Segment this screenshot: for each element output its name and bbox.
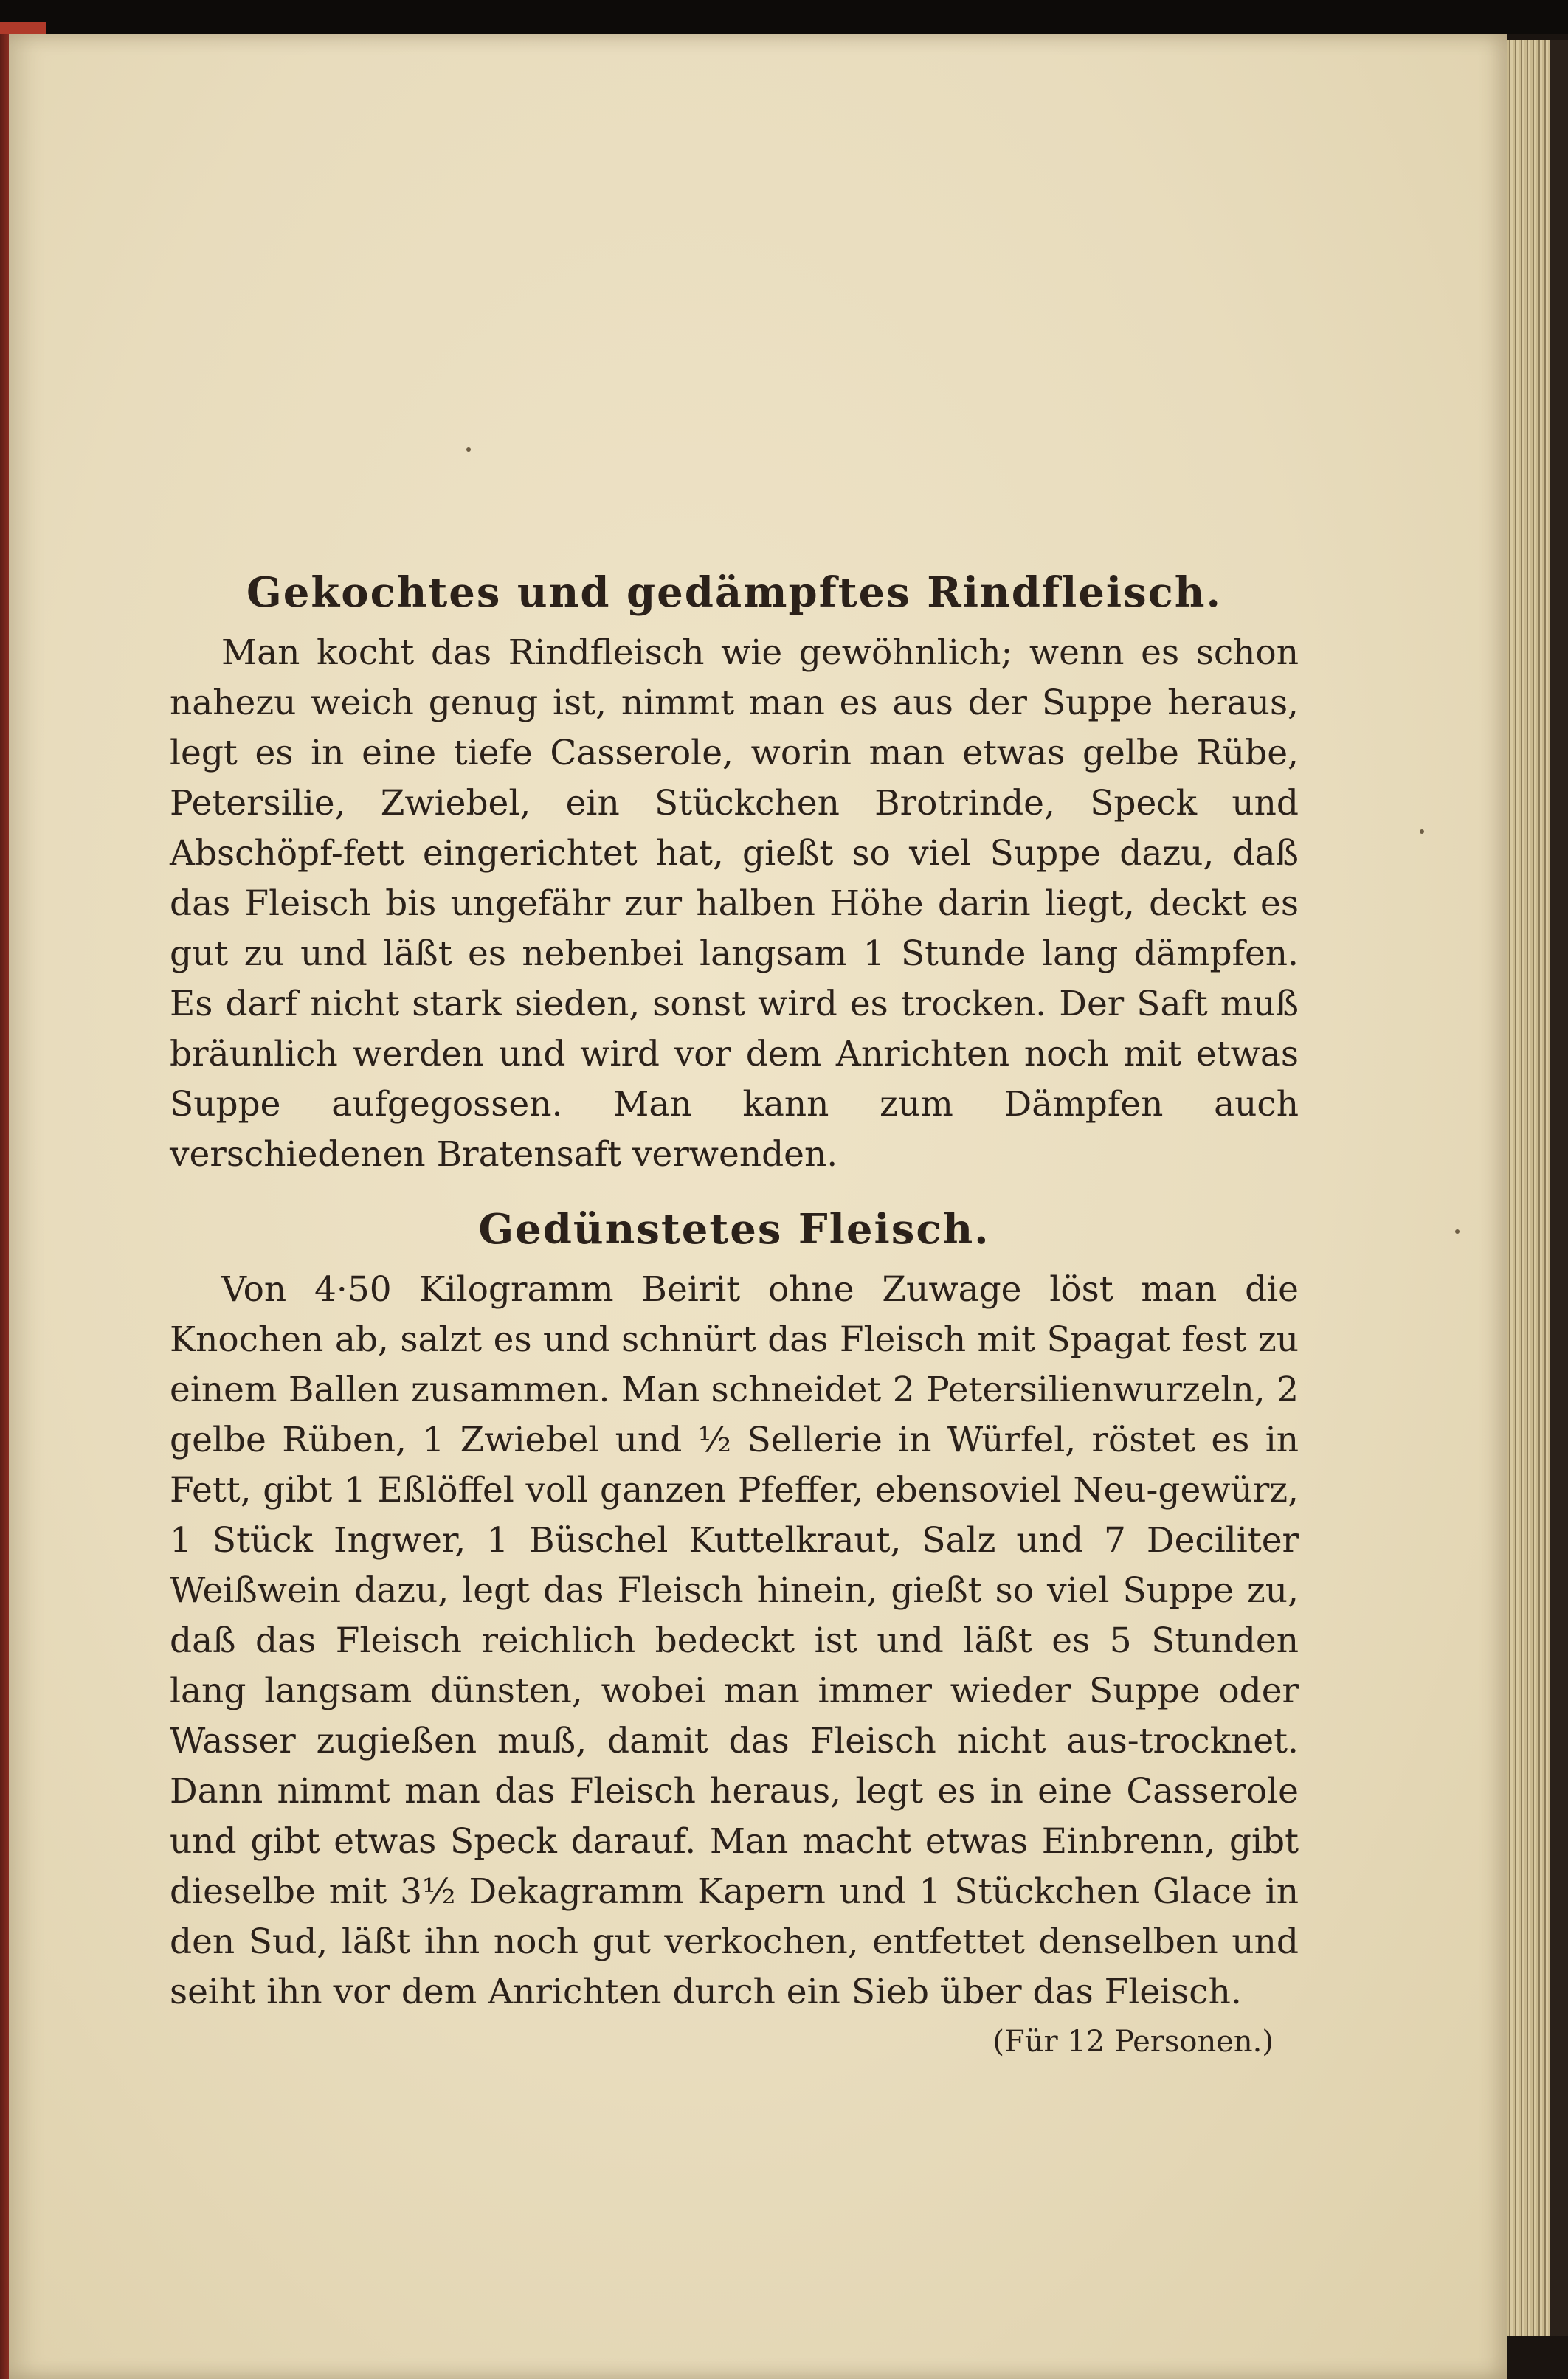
page-content (170, 568, 1299, 2060)
cover-edge-mark (0, 22, 46, 34)
paper-speck (466, 447, 471, 452)
section-heading-gedunstetes-fleisch: Gedünstetes Fleisch. (478, 1205, 990, 1254)
scan-top-border (0, 0, 1568, 34)
section-body-gedunstetes-fleisch: Von 4·50 Kilogramm Beirit ohne Zuwage löst man die Knochen ab, salzt es und schnürt das Fleisch mit Spagat fest zu einem Ballen zusammen. Man schneidet 2 Petersilienwurzeln, 2 gelbe Rüben, 1 Zwiebel und ½ Sellerie in Würfel, röstet es in Fett, gibt 1 Eßlöffel voll ganzen Pfeffer, ebensoviel Neu-gewürz, 1 Stück Ingwer, 1 Büschel Kuttelkraut, Salz und 7 Deciliter Weißwein dazu, legt das Fleisch hinein, gießt so viel Suppe zu, daß das Fleisch reichlich bedeckt ist und läßt es 5 Stunden lang langsam dünsten, wobei man immer wieder Suppe oder Wasser zugießen muß, damit das Fleisch nicht aus-trocknet. Dann nimmt man das Fleisch heraus, legt es in eine Casserole und gibt etwas Speck darauf. Man macht etwas Einbrenn, gibt dieselbe mit 3½ Dekagramm Kapern und 1 Stückchen Glace in den Sud, läßt ihn noch gut verkochen, entfettet denselben und seiht ihn vor dem Anrichten durch ein Sieb über das Fleisch. (170, 1269, 1299, 2013)
serving-note: (Für 12 Personen.) (992, 2025, 1274, 2059)
section-heading-rindfleisch: Gekochtes und gedämpftes Rindfleisch. (246, 568, 1223, 617)
page-stack-shadow (1550, 40, 1568, 2336)
paper-speck (1455, 1229, 1460, 1234)
paper-speck (1420, 829, 1424, 834)
section-body-rindfleisch: Man kocht das Rindfleisch wie gewöhnlich; wenn es schon nahezu weich genug ist, nimmt man es aus der Suppe heraus, legt es in eine tiefe Casserole, worin man etwas gelbe Rübe, Petersilie, Zwiebel, ein Stückchen Brotrinde, Speck und Abschöpf-fett eingerichtet hat, gießt so viel Suppe dazu, daß das Fleisch bis ungefähr zur halben Höhe darin liegt, deckt es gut zu und läßt es nebenbei langsam 1 Stunde lang dämpfen. Es darf nicht stark sieden, sonst wird es trocken. Der Saft muß bräunlich werden und wird vor dem Anrichten noch mit etwas Suppe aufgegossen. Man kann zum Dämpfen auch verschiedenen Bratensaft verwenden. (170, 632, 1299, 1175)
book-cover-edge (0, 34, 9, 2379)
